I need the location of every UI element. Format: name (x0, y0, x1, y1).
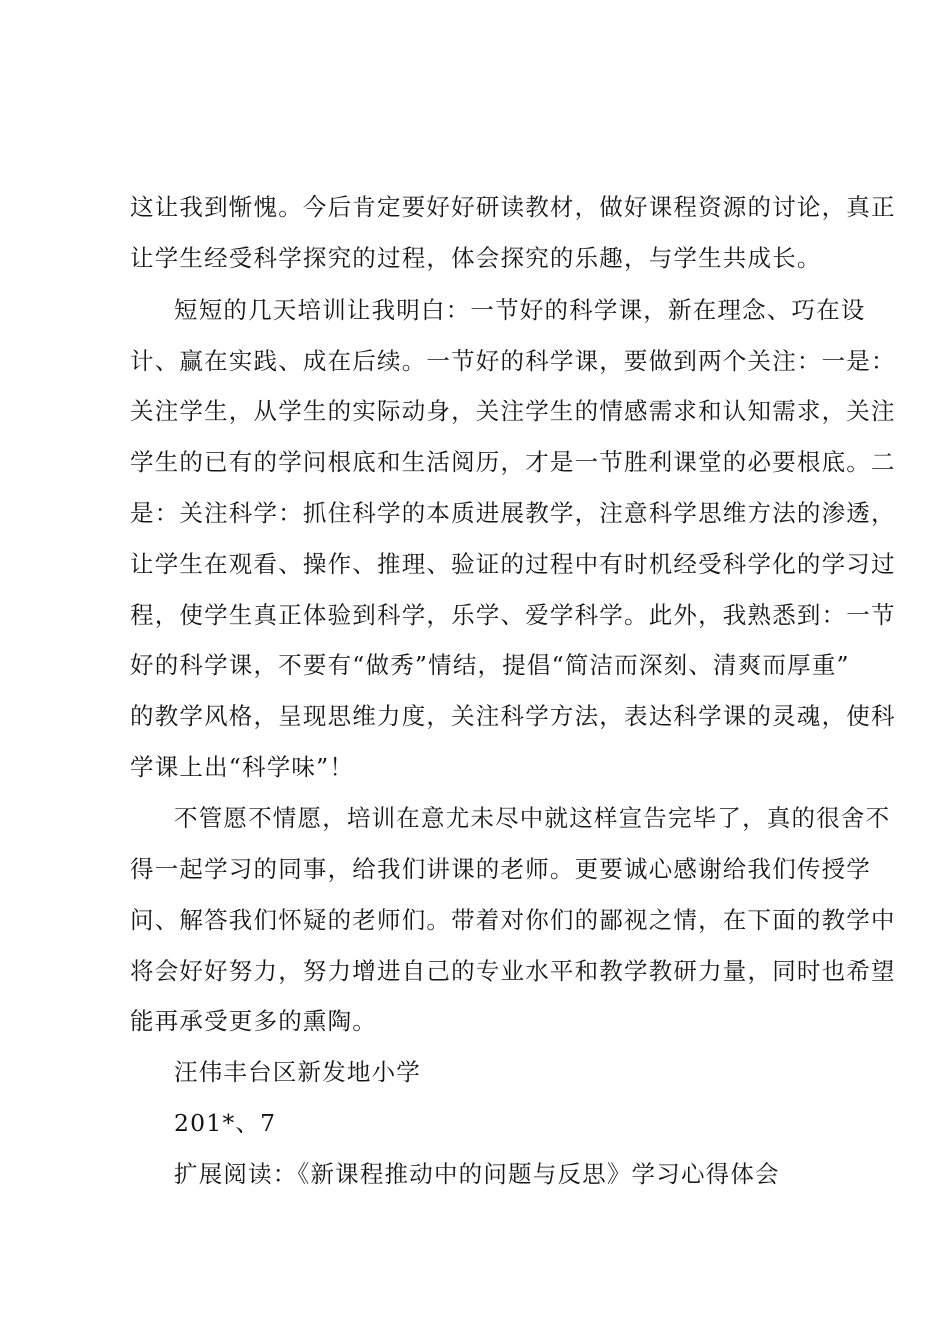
extended-reading: 扩展阅读：《新课程推动中的问题与反思》学习心得体会 (174, 1160, 780, 1188)
paragraph-3-line-4: 将会好好努力，努力增进自己的专业水平和教学教研力量，同时也希望 (130, 957, 896, 985)
paragraph-2-line-4: 学生的已有的学问根底和生活阅历，才是一节胜利课堂的必要根底。二 (130, 448, 896, 476)
paragraph-3-line-1: 不管愿不情愿，培训在意尤未尽中就这样宣告完毕了，真的很舍不 (174, 804, 891, 832)
date: 201*、7 (174, 1109, 277, 1137)
paragraph-1-line-1: 这让我到惭愧。今后肯定要好好研读教材，做好课程资源的讨论，真正 (130, 193, 896, 221)
paragraph-2-line-2: 计、赢在实践、成在后续。一节好的科学课，要做到两个关注：一是： (130, 347, 896, 375)
paragraph-2-line-10: 学课上出“科学味”！ (130, 753, 355, 781)
paragraph-2-line-3: 关注学生，从学生的实际动身，关注学生的情感需求和认知需求，关注 (130, 397, 896, 425)
paragraph-2-line-7: 程，使学生真正体验到科学，乐学、爱学科学。此外，我熟悉到：一节 (130, 601, 896, 629)
paragraph-2-line-8: 好的科学课，不要有“做秀”情结，提倡“简洁而深刻、清爽而厚重” (130, 651, 850, 679)
signature: 汪伟丰台区新发地小学 (174, 1058, 421, 1086)
paragraph-2-line-1: 短短的几天培训让我明白：一节好的科学课，新在理念、巧在设 (174, 296, 866, 324)
paragraph-1-line-2: 让学生经受科学探究的过程，体会探究的乐趣，与学生共成长。 (130, 244, 822, 272)
paragraph-2-line-6: 让学生在观看、操作、推理、验证的过程中有时机经受科学化的学习过 (130, 550, 896, 578)
paragraph-3-line-2: 得一起学习的同事，给我们讲课的老师。更要诚心感谢给我们传授学 (130, 855, 871, 883)
paragraph-3-line-5: 能再承受更多的熏陶。 (130, 1007, 377, 1035)
paragraph-3-line-3: 问、解答我们怀疑的老师们。带着对你们的鄙视之情，在下面的教学中 (130, 906, 896, 934)
paragraph-2-line-9: 的教学风格，呈现思维力度，关注科学方法，表达科学课的灵魂，使科 (130, 702, 896, 730)
paragraph-2-line-5: 是：关注科学：抓住科学的本质进展教学，注意科学思维方法的渗透， (130, 499, 896, 527)
